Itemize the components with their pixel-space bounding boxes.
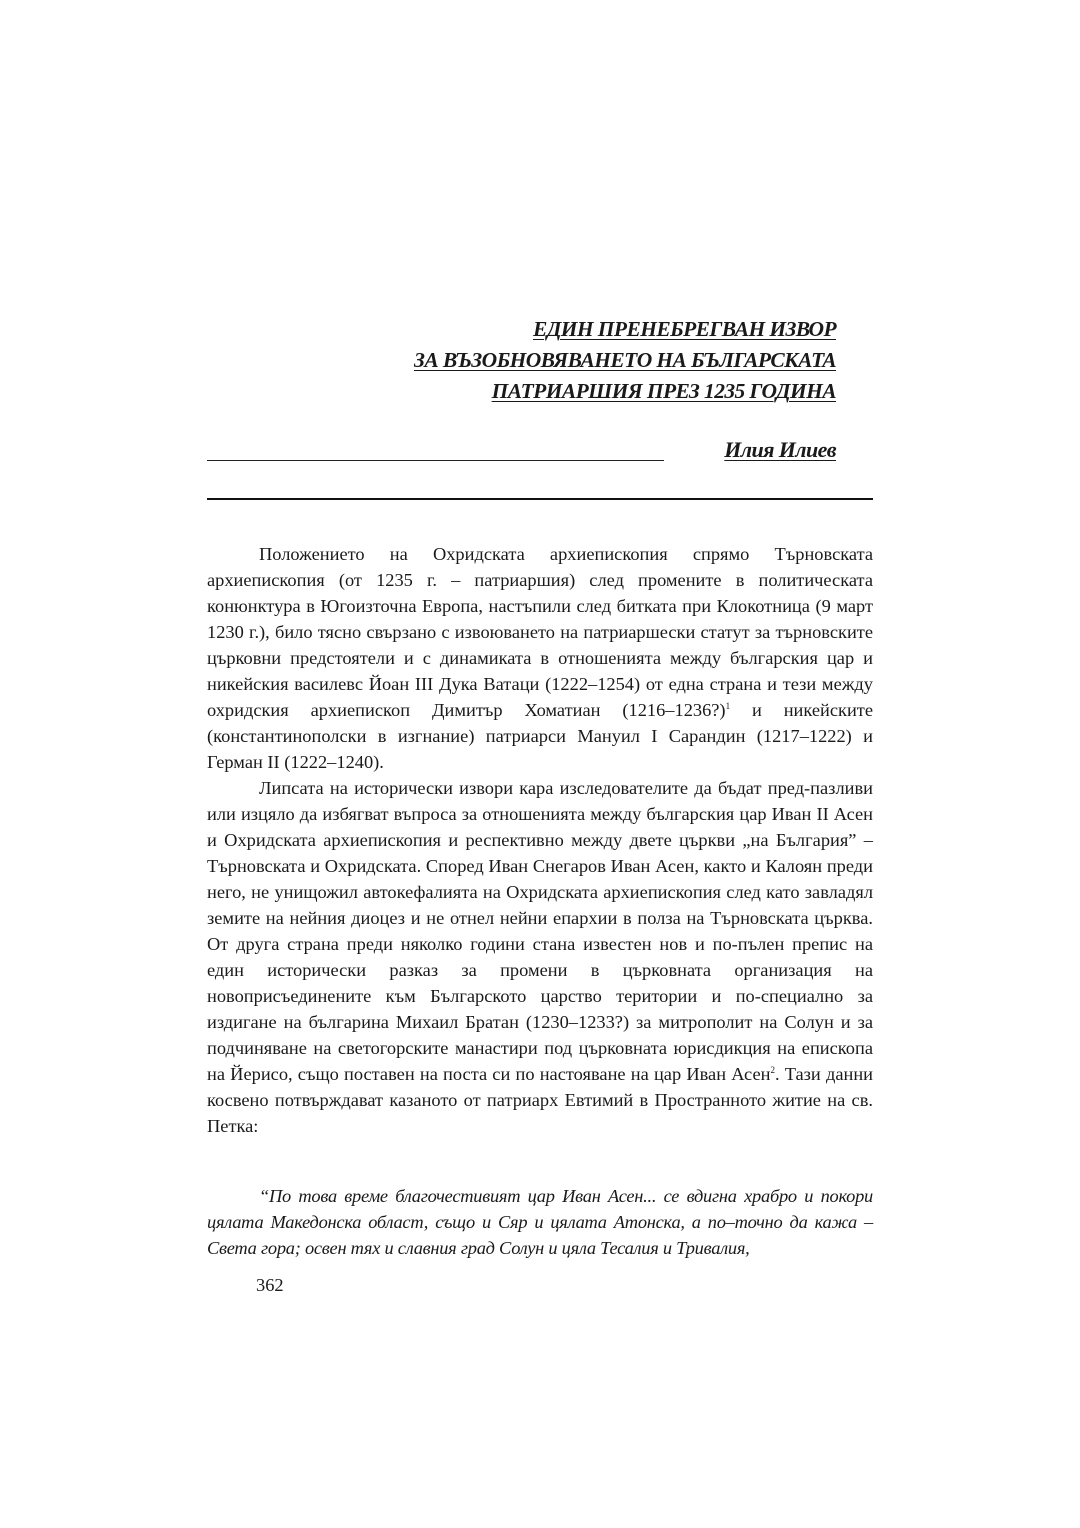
paragraph-2-text-b: . Тази данни косвено потвърждават казаното от патриарх Евтимий в Пространното житие на св. Петка: [207, 1064, 874, 1136]
paragraph-1-text-a: Положението на Охридската архиепископия спрямо Търновската архиепископия (от 1235 г. – патриаршия) след промените в политическата конюнктура в Югоизточна Европа, настъпили след битката при Клокотница (9 март 1230 г.), било тясно свързано с извоюването на патриаршески статут за търновските църковни предстоятели и с динамиката в отношенията между българския цар и никейския василевс Йоан III Дука Ватаци (1222–1254) от една страна и тези между охридския архиепископ Димитър Хоматиан (1216–1236?) [207, 544, 873, 720]
title-line-3: ПАТРИАРШИЯ ПРЕЗ 1235 ГОДИНА [491, 379, 836, 403]
page-number: 362 [256, 1275, 284, 1295]
paragraph-2-text-a: Липсата на исторически извори кара изследователите да бъдат пред-пазливи или изцяло да избягват въпроса за отношенията между българския цар Иван II Асен и Охридската архиепископия и респективно между двете църкви „на България” – Търновската и Охридската. Според Иван Снегаров Иван Асен, както и Калоян преди него, не унищожил автокефалията на Охридската архиепископия след като завладял земите на нейния диоцез и не отнел нейни епархии в полза на Търновската църква. От друга страна преди няколко години стана известен нов и по-пълен препис на един исторически разказ за промени в църковната организация на новоприсъединените към Българското царство територии и по-специално за издигане на българина Михаил Братан (1230–1233?) за митрополит на Солун и за подчиняване на светогорските манастири под църковната юрисдикция на епископа на Йерисо, също поставен на поста си по настояване на цар Иван Асен [207, 778, 873, 1084]
article-body [207, 541, 873, 1139]
paragraph-1-text-b: и никейските (константинополски в изгнание) патриарси Мануил I Сарандин (1217–1222) и Герман II (1222–1240). [207, 700, 873, 772]
footnote-ref-1: 1 [725, 700, 731, 711]
author-name: Илия Илиев [724, 437, 836, 462]
header-divider [207, 498, 873, 500]
article-title [216, 314, 836, 407]
block-quote: “По това време благочестивият цар Иван Асен... се вдигна храбро и покори цялата Македонска област, също и Сяр и цялата Атонска, а по–точно да кажа – Света гора; освен тях и славния град Солун и цяла Тесалия и Тривалия, [207, 1186, 873, 1258]
footnote-ref-2: 2 [770, 1064, 775, 1075]
author-divider [207, 460, 664, 461]
paragraph-1 [207, 541, 873, 775]
title-line-1: ЕДИН ПРЕНЕБРЕГВАН ИЗВОР [532, 317, 836, 341]
title-line-2: ЗА ВЪЗОБНОВЯВАНЕТО НА БЪЛГАРСКАТА [414, 348, 836, 372]
paragraph-2 [207, 775, 873, 1139]
